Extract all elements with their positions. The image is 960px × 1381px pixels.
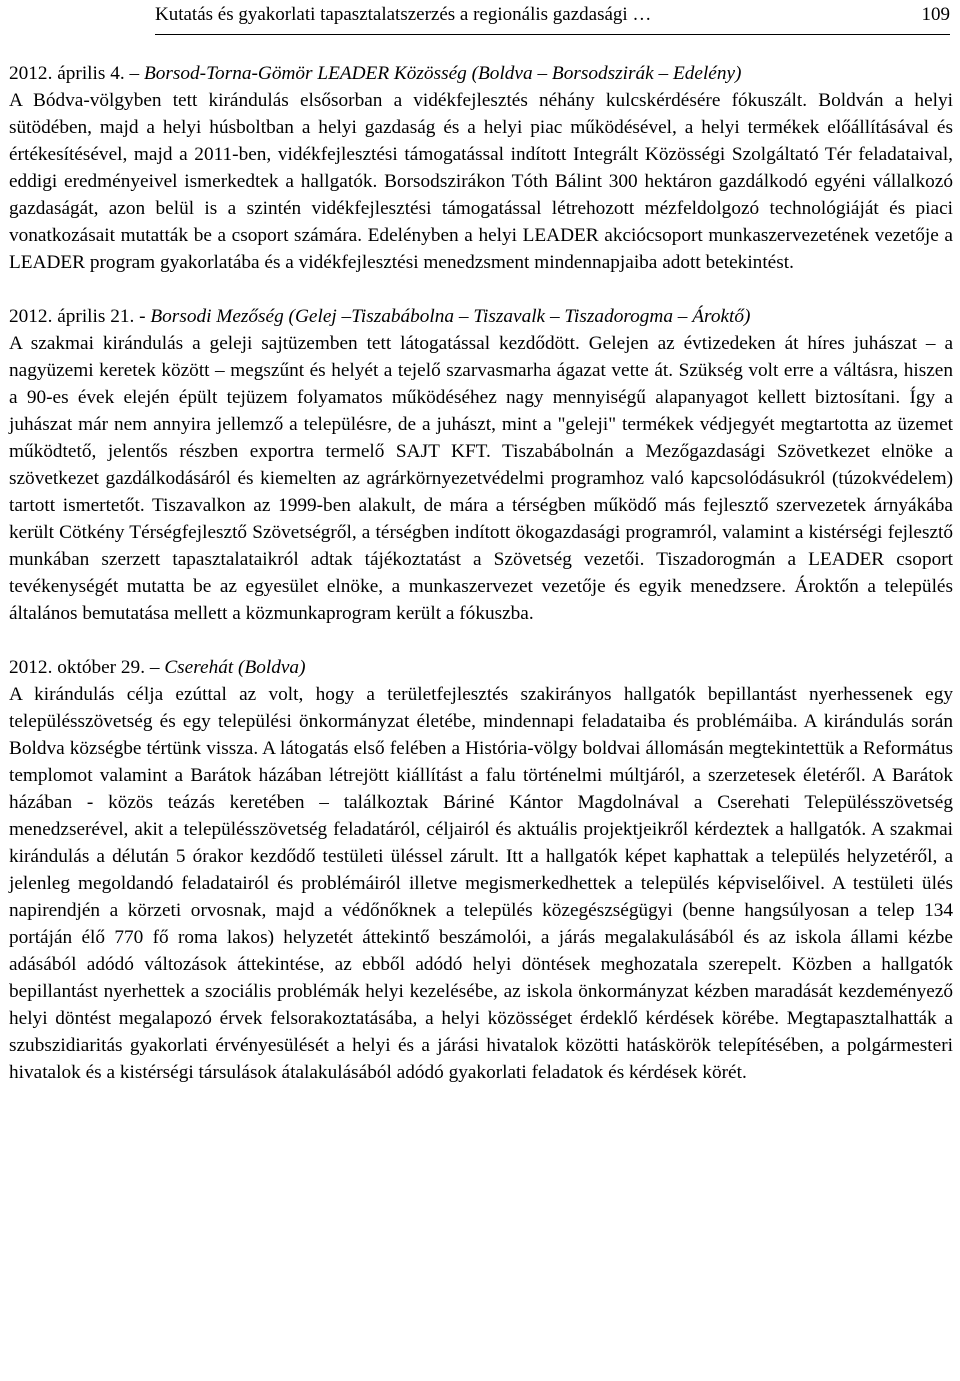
entry-body: A kirándulás célja ezúttal az volt, hogy a területfejlesztés szakirányos hallgatók bepillantást nyerhessenek egy településszövetség és egy települési önkormányzat életébe, mindennapi feladataiba és problémáiba. A kirándulás során Boldva községbe tértünk vissza. A látogatás első felében a História-völgy boldvai állomásán megtekintettük a Református templomot valamint a Barátok házában létrejött kiállítást a falu történelmi múltjáról, a szerzetesek életéről. A Barátok házában - közös teázás keretében – találkoztak Báriné Kántor Magdolnával a Cserehati Településszövetség menedzserével, akit a településszövetség feladatáról, céljairól és aktuális projektjeikről kérdeztek a hallgatók. A szakmai kirándulás a délután 5 órakor kezdődő testületi üléssel zárult. Itt a hallgatók képet kaphattak a település helyzetéről, a jelenleg megoldandó feladatairól és problémáiról illetve megismerkedhettek a település képviselőivel. A testületi ülés napirendjén a körzeti orvosnak, majd a védőnőknek a település közegészségügyi (benne hangsúlyosan a telep 134 portáján élő 770 fő roma lakos) helyzetét áttekintő beszámolói, a járás megalakulásából és az iskola állami kézbe adásából adódó változások áttekintése, az ebből adódó helyi döntések meghozatala szerepelt. Közben a hallgatók bepillantást nyerhettek a szociális problémák helyi kezelésébe, az iskola önkormányzat kézben maradását kezdeményező helyi döntést megalapozó érvek felsorakoztatásába, a helyi közösséget érdeklő kérdések körébe. Megtapasztalhatták a szubszidiaritás gyakorlati érvényesülését a helyi és a járási hivatalok közötti hatáskörök telepítésében, a polgármesteri hivatalok és a kistérségi társulások átalakulásából adódó gyakorlati feladatok és kérdések körét.	[9, 684, 953, 1083]
entry-heading	[9, 303, 953, 330]
entry-date: 2012. április 4.	[9, 63, 125, 84]
entry-separator: -	[134, 306, 151, 327]
running-header	[155, 2, 950, 28]
header-rule	[155, 34, 950, 35]
entry-location: Cserehát (Boldva)	[164, 657, 306, 678]
entry-location: Borsod-Torna-Gömör LEADER Közösség (Boldva – Borsodszirák – Edelény)	[143, 63, 742, 84]
page-number: 109	[921, 4, 950, 25]
entry-separator: –	[124, 63, 144, 84]
document-body	[9, 60, 953, 1113]
header-title: Kutatás és gyakorlati tapasztalatszerzés a regionális gazdasági …	[155, 4, 652, 25]
excursion-entry-2	[9, 303, 953, 627]
entry-heading	[9, 60, 953, 87]
entry-body: A szakmai kirándulás a geleji sajtüzemben tett látogatással kezdődött. Gelejen az évtizedeken át híres juhászat – a nagyüzemi keretek között – megszűnt és helyét a tejelő szarvasmarha ágazat vette át. Szükség volt erre a váltásra, hiszen a 90-es évek elején épült tejüzem folyamatos működéséhez nagy mennyiségű alapanyagot kellett biztosítani. Így a juhászat már nem annyira jellemző a településre, de a juhászt, mint a "geleji" termékek védjegyét megtartotta az üzemet működtető, jelentős részben exportra termelő SAJT KFT. Tiszabábolnán a Mezőgazdasági Szövetkezet elnöke a szövetkezet gazdálkodásáról és kiemelten az agrárkörnyezetvédelmi programhoz való kapcsolódásukról (túzokvédelem) tartott ismertetőt. Tiszavalkon az 1999-ben alakult, de mára a térségben működő más fejlesztő szervezetek árnyákába került Cötkény Térségfejlesztő Szövetségről, a térségben indított ökogazdasági programról, valamint a kistérségi fejlesztő munkában szerzett tapasztalataikról adtak tájékoztatást a Szövetség vezetői. Tiszadorogmán a LEADER csoport tevékenységét mutatta be az egyesület elnöke, a munkaszervezet vezetője és egyik menedzsere. Ároktőn a település általános bemutatása mellett a közmunkaprogram került a fókuszba.	[9, 333, 953, 624]
excursion-entry-3	[9, 654, 953, 1086]
entry-body: A Bódva-völgyben tett kirándulás elsősorban a vidékfejlesztés néhány kulcskérdésére fókuszált. Boldván a helyi sütödében, majd a helyi húsboltban a helyi gazdaság és a helyi piac működésével, a helyi termékek előállításával és értékesítésével, majd a 2011-ben, vidékfejlesztési támogatással indított Integrált Közösségi Szolgáltató Tér feladataival, eddigi eredményeivel ismerkedtek a hallgatók. Borsodszirákon Tóth Bálint 300 hektáron gazdálkodó egyéni vállalkozó gazdaságát, azon belül is a szintén vidékfejlesztési támogatással létrehozott mézfeldolgozó technológiáját és piaci vonatkozásait mutatták be a csoport számára. Edelényben a helyi LEADER akciócsoport munkaszervezetének vezetője a LEADER program gyakorlatába és a vidékfejlesztési menedzsment mindennapjaiba adott betekintést.	[9, 90, 953, 273]
entry-location: Borsodi Mezőség (Gelej –Tiszabábolna – Tiszavalk – Tiszadorogma – Ároktő)	[150, 306, 751, 327]
entry-heading	[9, 654, 953, 681]
entry-separator: –	[145, 657, 165, 678]
entry-date: 2012. október 29.	[9, 657, 146, 678]
entry-date: 2012. április 21.	[9, 306, 135, 327]
excursion-entry-1	[9, 60, 953, 276]
